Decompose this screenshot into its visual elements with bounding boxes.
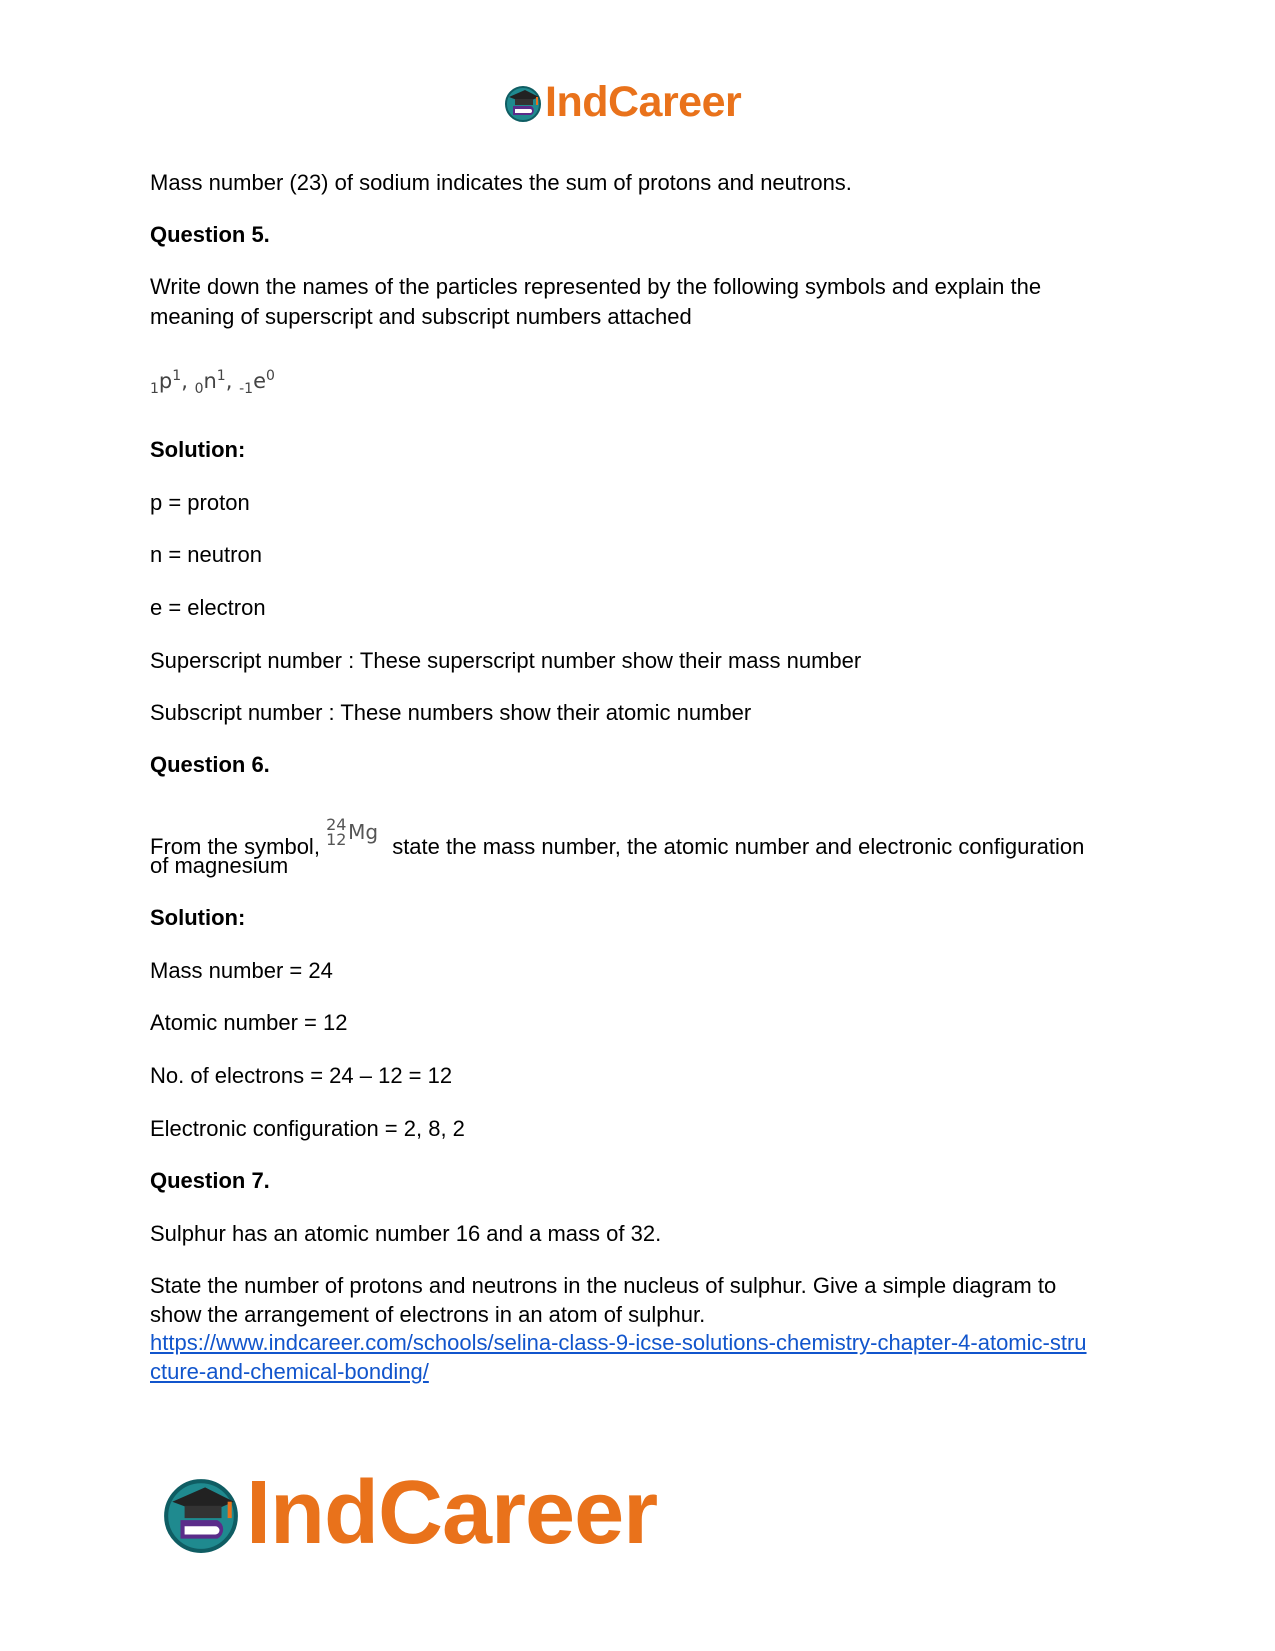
formula-sep: , [181,369,188,393]
formula-sub: 1 [150,381,159,398]
solution-line: e = electron [150,595,266,620]
formula-sub: 0 [194,381,204,398]
formula-sup: 1 [216,368,226,384]
solution-line: p = proton [150,490,250,515]
mass-number: 24 [326,815,347,834]
graduation-cap-icon [160,1473,242,1555]
solution-line: Atomic number = 12 [150,1010,348,1035]
question-text: of magnesium [150,853,289,878]
formula-symbol: e [253,369,266,393]
brand-wordmark: IndCareer [545,78,742,126]
paragraph: Mass number (23) of sodium indicates the sum of protons and neutrons. [150,170,852,195]
question-text-part: state the mass number, the atomic number and electronic configuration [392,834,1085,859]
question-text: meaning of superscript and subscript numbers attached [150,304,692,329]
header-logo [503,78,741,127]
solution-line: Subscript number : These numbers show their atomic number [150,700,752,725]
magnesium-symbol [326,815,386,858]
formula-symbol: n [203,369,217,393]
atomic-number: 12 [326,830,347,849]
formula-symbol: p [158,369,173,393]
question-text [150,815,1085,862]
footer-logo [160,1462,657,1565]
question-text: State the number of protons and neutrons in the nucleus of sulphur. Give a simple diagram to [150,1273,1057,1298]
question-text: Sulphur has an atomic number 16 and a mass of 32. [150,1221,662,1246]
solution-line: No. of electrons = 24 – 12 = 12 [150,1063,453,1088]
formula-sup: 0 [265,368,275,384]
solution-line: Superscript number : These superscript number show their mass number [150,648,862,673]
brand-wordmark: IndCareer [246,1463,658,1563]
question-text-part: From the symbol, [150,834,320,859]
question-heading: Question 6. [150,752,270,777]
formula-sub: -1 [239,381,254,398]
solution-line: Electronic configuration = 2, 8, 2 [150,1116,465,1141]
question-heading: Question 7. [150,1168,270,1193]
solution-heading: Solution: [150,437,246,462]
formula-sep: , [225,369,233,393]
question-text: Write down the names of the particles represented by the following symbols and explain the [150,274,1042,299]
formula-sup: 1 [172,368,182,384]
question-text: show the arrangement of electrons in an atom of sulphur. [150,1302,706,1327]
graduation-cap-icon [503,83,543,123]
solution-line: n = neutron [150,542,262,567]
particle-symbols [150,368,275,397]
solution-line: Mass number = 24 [150,958,333,983]
solution-heading: Solution: [150,905,246,930]
source-link[interactable]: https://www.indcareer.com/schools/selina-class-9-icse-solutions-chemistry-chapter-4-atomic-stru [150,1330,1087,1355]
source-link[interactable]: cture-and-chemical-bonding/ [150,1359,429,1384]
question-heading: Question 5. [150,222,270,247]
element-symbol: Mg [348,820,379,844]
